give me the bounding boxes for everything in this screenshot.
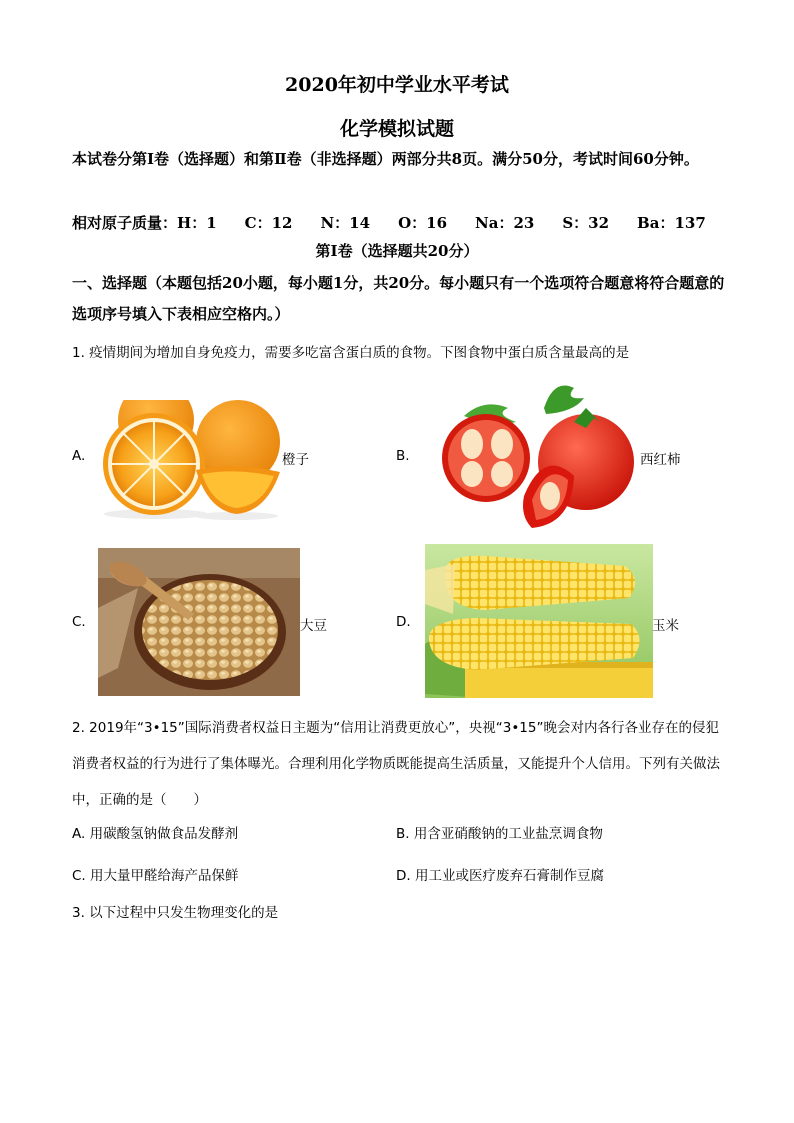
option-b-label: 西红柿 [640, 452, 681, 468]
atomic-mass-item: H：1 [177, 214, 217, 232]
atomic-mass-item: S：32 [562, 214, 610, 232]
question-2-option-b: B. 用含亚硝酸钠的工业盐烹调食物 [396, 826, 603, 842]
soybean-image [98, 548, 300, 696]
option-b-letter: B. [396, 448, 410, 464]
question-2-option-c: C. 用大量甲醛给海产品保鲜 [72, 868, 239, 884]
option-a-label: 橙子 [282, 452, 309, 468]
option-c-letter: C. [72, 614, 86, 630]
question-2-option-a: A. 用碳酸氢钠做食品发酵剂 [72, 826, 239, 842]
exam-intro: 本试卷分第Ⅰ卷（选择题）和第Ⅱ卷（非选择题）两部分共8页。满分50分，考试时间60分钟。 [72, 150, 699, 168]
question-3-stem: 3. 以下过程中只发生物理变化的是 [72, 905, 279, 921]
option-d-label: 玉米 [652, 618, 679, 634]
option-d-letter: D. [396, 614, 411, 630]
atomic-mass-item: Na：23 [475, 214, 535, 232]
atomic-mass-item: N：14 [320, 214, 371, 232]
exam-subtitle: 化学模拟试题 [339, 118, 454, 140]
atomic-mass-item: C：12 [244, 214, 293, 232]
question-2-stem: 2. 2019年“3•15”国际消费者权益日主题为“信用让消费更放心”，央视“3•15”晚会对内各行各业存在的侵犯消费者权益的行为进行了集体曝光。合理利用化学物质既能提高生活质量，又能提升个人信用。下列有关做法中，正确的是（ ） [72, 720, 720, 808]
atomic-mass-item: O：16 [398, 214, 448, 232]
option-c-label: 大豆 [300, 618, 327, 634]
option-a-letter: A. [72, 448, 86, 464]
atomic-mass-item: Ba：137 [637, 214, 706, 232]
corn-image [425, 544, 653, 698]
atomic-mass-label: 相对原子质量： [72, 214, 178, 232]
exam-title: 2020年初中学业水平考试 [285, 74, 509, 96]
atomic-mass-line [72, 208, 732, 239]
orange-image [96, 400, 282, 520]
question-2-option-d: D. 用工业或医疗废弃石膏制作豆腐 [396, 868, 604, 884]
section-instructions: 一、选择题（本题包括20小题，每小题1分，共20分。每小题只有一个选项符合题意将符合题意的选项序号填入下表相应空格内。） [72, 274, 725, 323]
question-1-stem: 1. 疫情期间为增加自身免疫力，需要多吃富含蛋白质的食物。下图食物中蛋白质含量最高的是 [72, 345, 630, 361]
tomato-image [424, 378, 638, 534]
section-title: 第Ⅰ卷（选择题共20分） [315, 242, 479, 260]
